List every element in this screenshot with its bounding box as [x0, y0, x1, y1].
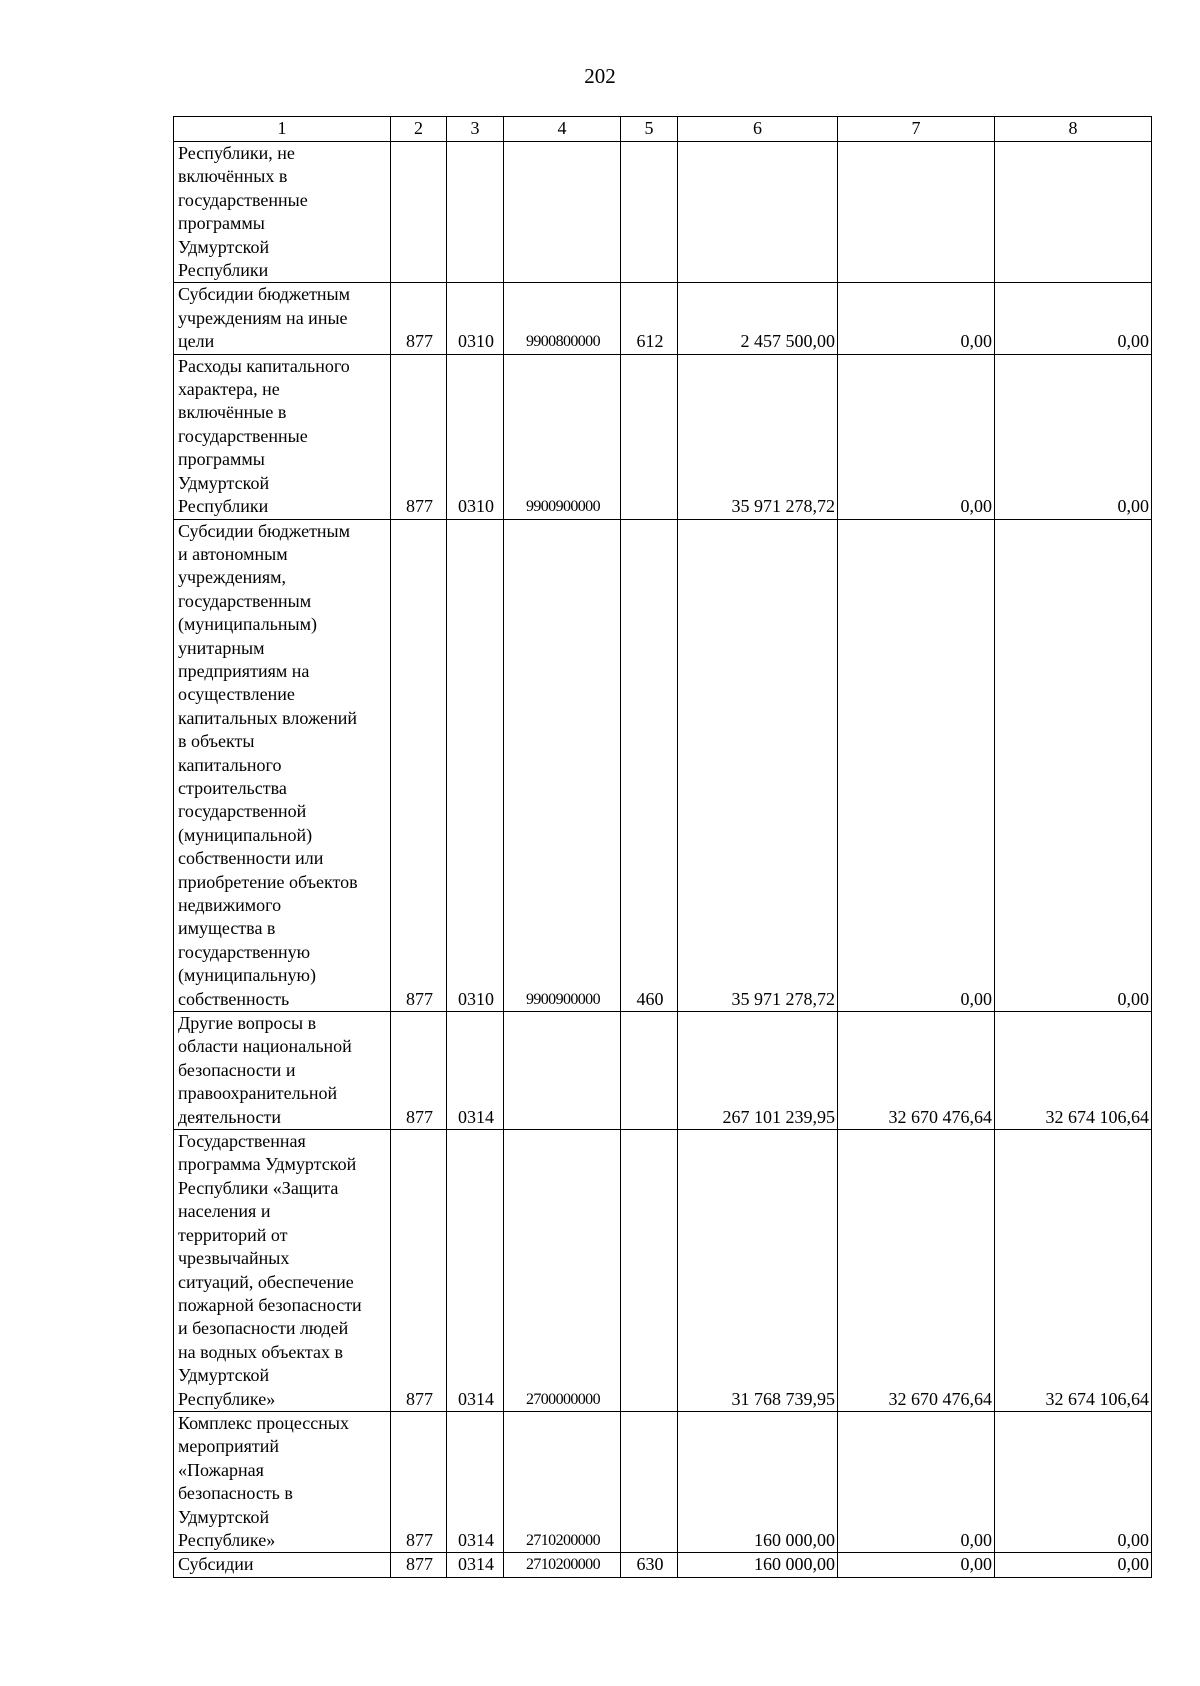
header-row [174, 117, 1152, 142]
table-body [174, 142, 1152, 1578]
row-col5: 460 [621, 519, 678, 1012]
row-col5 [621, 1012, 678, 1130]
row-col3: 0310 [447, 283, 504, 354]
row-col2: 877 [391, 1130, 447, 1412]
row-col3: 0314 [447, 1012, 504, 1130]
row-col2: 877 [391, 1553, 447, 1577]
row-col8 [995, 142, 1152, 283]
row-name: Комплекс процессных мероприятий «Пожарная безопасность в Удмуртской Республике» [174, 1411, 391, 1552]
row-col6: 2 457 500,00 [678, 283, 838, 354]
row-col4: 2700000000 [504, 1130, 621, 1412]
table-row [174, 354, 1152, 519]
row-col3: 0314 [447, 1130, 504, 1412]
table-row [174, 1130, 1152, 1412]
header-cell-8: 8 [995, 117, 1152, 142]
row-col4 [504, 142, 621, 283]
row-col5: 612 [621, 283, 678, 354]
table-row [174, 519, 1152, 1012]
row-col7 [838, 142, 995, 283]
row-name: Субсидии бюджетным и автономным учреждениям, государственным (муниципальным) унитарным предприятиям на осуществление капитальных вложений в объекты капитального строительства государственной (муниципальной) собственности или приобретение объектов недвижимого имущества в государственную (муниципальную) собственность [174, 519, 391, 1012]
header-cell-7: 7 [838, 117, 995, 142]
row-col6: 160 000,00 [678, 1411, 838, 1552]
row-col2: 877 [391, 283, 447, 354]
header-cell-4: 4 [504, 117, 621, 142]
row-col4: 9900900000 [504, 519, 621, 1012]
row-col8: 32 674 106,64 [995, 1012, 1152, 1130]
row-col5: 630 [621, 1553, 678, 1577]
row-col7: 0,00 [838, 519, 995, 1012]
row-col7: 0,00 [838, 1411, 995, 1552]
row-col8: 0,00 [995, 519, 1152, 1012]
row-col2: 877 [391, 354, 447, 519]
row-col3: 0314 [447, 1411, 504, 1552]
row-col4: 9900900000 [504, 354, 621, 519]
row-col8: 0,00 [995, 1411, 1152, 1552]
row-col4: 2710200000 [504, 1553, 621, 1577]
budget-table [173, 116, 1152, 1578]
row-col6: 267 101 239,95 [678, 1012, 838, 1130]
row-col2 [391, 142, 447, 283]
table-row [174, 142, 1152, 283]
table-row [174, 1012, 1152, 1130]
row-col6: 35 971 278,72 [678, 519, 838, 1012]
row-col2: 877 [391, 1012, 447, 1130]
row-col5 [621, 1411, 678, 1552]
row-col4: 2710200000 [504, 1411, 621, 1552]
header-cell-3: 3 [447, 117, 504, 142]
row-col2: 877 [391, 1411, 447, 1552]
row-col7: 0,00 [838, 354, 995, 519]
row-col8: 32 674 106,64 [995, 1130, 1152, 1412]
row-col7: 32 670 476,64 [838, 1012, 995, 1130]
row-name: Другие вопросы в области национальной безопасности и правоохранительной деятельности [174, 1012, 391, 1130]
table-row [174, 283, 1152, 354]
row-col7: 32 670 476,64 [838, 1130, 995, 1412]
table-header [174, 117, 1152, 142]
row-name: Республики, не включённых в государственные программы Удмуртской Республики [174, 142, 391, 283]
row-col6 [678, 142, 838, 283]
row-col6: 35 971 278,72 [678, 354, 838, 519]
row-col3: 0310 [447, 354, 504, 519]
row-col3 [447, 142, 504, 283]
page-number: 202 [584, 64, 616, 88]
row-col3: 0314 [447, 1553, 504, 1577]
row-col6: 160 000,00 [678, 1553, 838, 1577]
table-row [174, 1553, 1152, 1577]
header-cell-1: 1 [174, 117, 391, 142]
row-col2: 877 [391, 519, 447, 1012]
row-col8: 0,00 [995, 283, 1152, 354]
row-col5 [621, 1130, 678, 1412]
row-col8: 0,00 [995, 1553, 1152, 1577]
header-cell-2: 2 [391, 117, 447, 142]
row-col5 [621, 142, 678, 283]
row-col5 [621, 354, 678, 519]
header-cell-5: 5 [621, 117, 678, 142]
row-col6: 31 768 739,95 [678, 1130, 838, 1412]
row-name: Субсидии [174, 1553, 391, 1577]
row-name: Расходы капитального характера, не включённые в государственные программы Удмуртской Республики [174, 354, 391, 519]
table-row [174, 1411, 1152, 1552]
row-col3: 0310 [447, 519, 504, 1012]
row-name: Государственная программа Удмуртской Республики «Защита населения и территорий от чрезвычайных ситуаций, обеспечение пожарной безопасности и безопасности людей на водных объектах в Удмуртской Республике» [174, 1130, 391, 1412]
row-col8: 0,00 [995, 354, 1152, 519]
row-col7: 0,00 [838, 283, 995, 354]
row-col4 [504, 1012, 621, 1130]
row-name: Субсидии бюджетным учреждениям на иные цели [174, 283, 391, 354]
header-cell-6: 6 [678, 117, 838, 142]
row-col4: 9900800000 [504, 283, 621, 354]
row-col7: 0,00 [838, 1553, 995, 1577]
